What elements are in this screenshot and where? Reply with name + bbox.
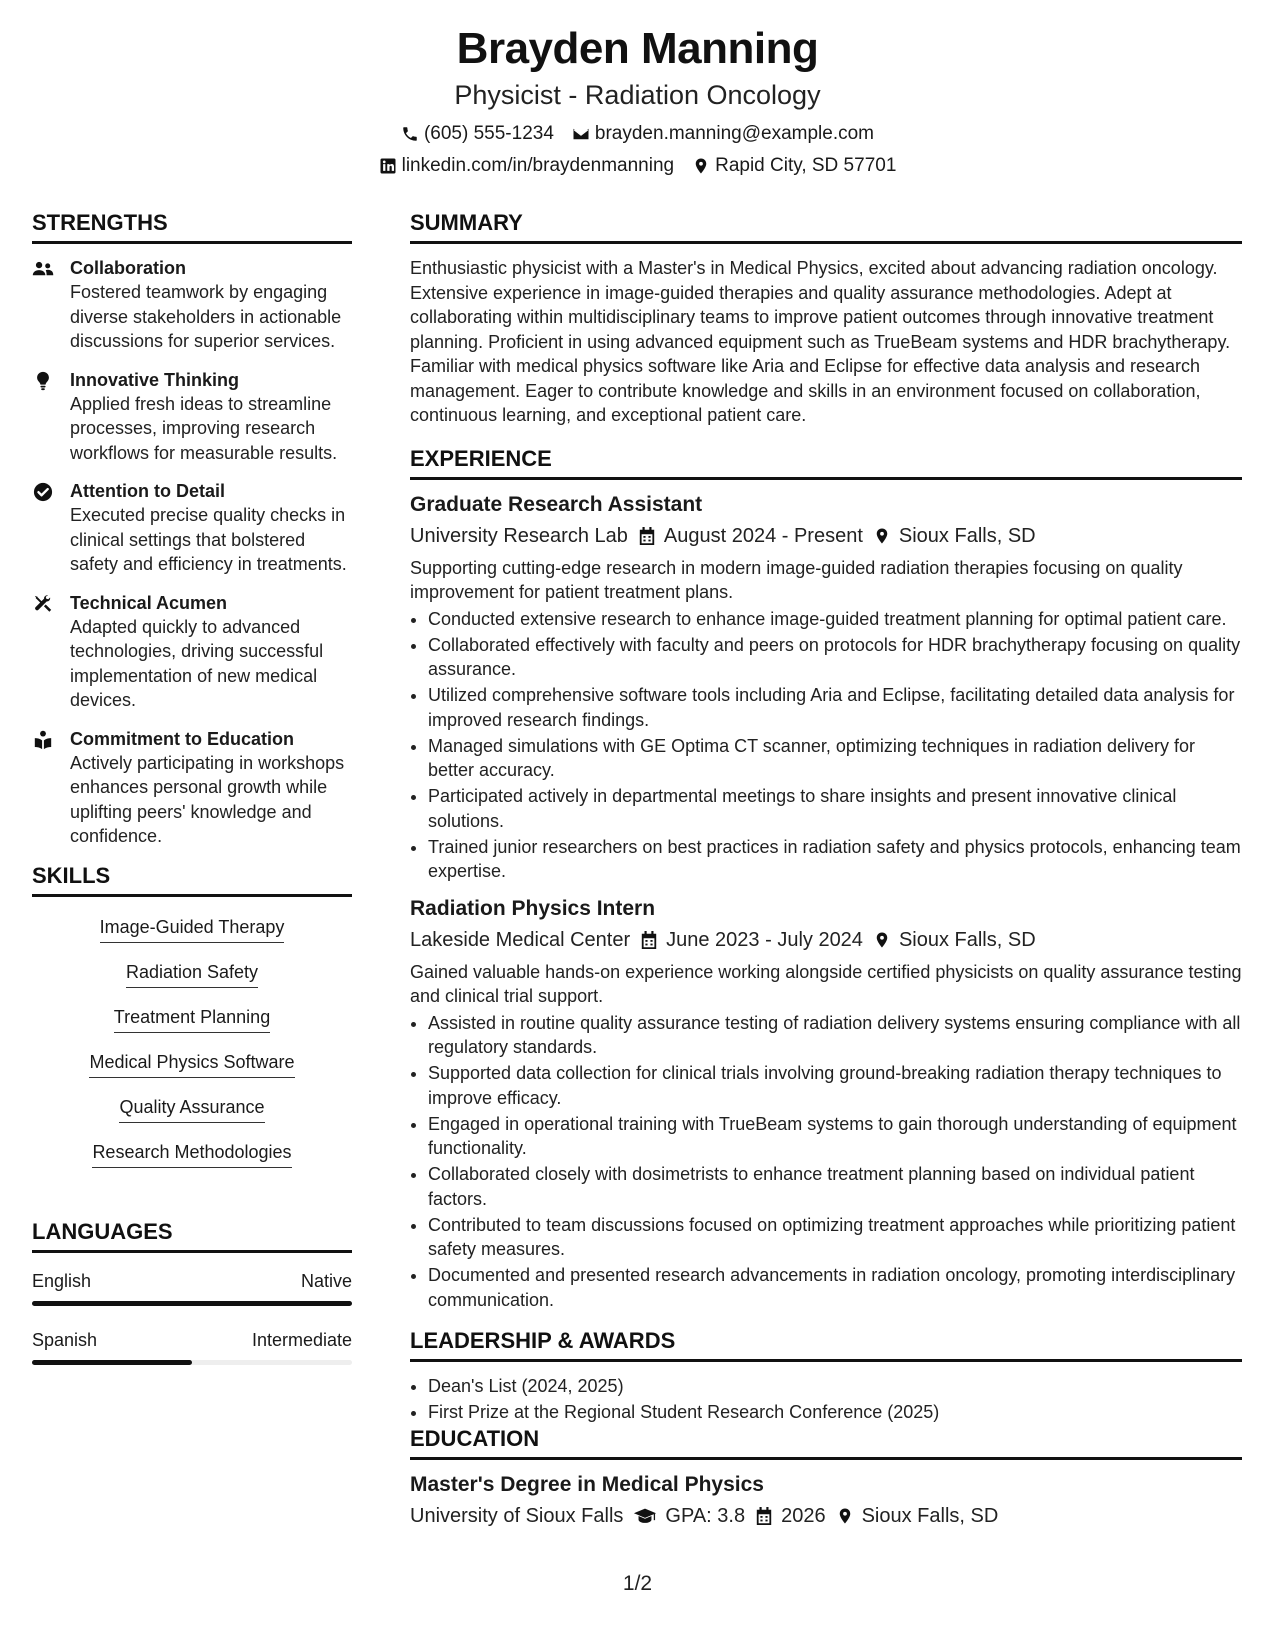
phone-contact: [401, 122, 554, 146]
candidate-title: Physicist - Radiation Oncology: [454, 80, 821, 110]
strength-name: Commitment to Education: [70, 728, 294, 749]
strengths-title: STRENGTHS: [32, 210, 352, 244]
job-company: University Research Lab: [410, 524, 628, 547]
strength-name: Attention to Detail: [70, 481, 225, 501]
strength-item: [32, 368, 352, 466]
strength-item: [32, 256, 352, 354]
skills-title: SKILLS: [32, 863, 352, 897]
strength-desc: Adapted quickly to advanced technologies, driving successful implementation of new medical devices.: [70, 616, 324, 710]
calendar-icon: [755, 1506, 773, 1526]
linkedin-icon: [379, 157, 397, 175]
language-item: [32, 1328, 352, 1365]
skill-tag: Radiation Safety: [126, 960, 258, 988]
job-location: Sioux Falls, SD: [898, 524, 1036, 547]
list-item: • Utilized comprehensive software tools including Aria and Eclipse, facilitating detailed data analysis for improved research findings.: [428, 683, 1242, 732]
list-item: • Collaborated effectively with faculty and peers on protocols for HDR brachytherapy focusing on quality assurance.: [428, 633, 1242, 682]
left-column: [32, 210, 352, 1387]
job-bullets: [410, 1011, 1242, 1313]
lightbulb-icon: [32, 371, 54, 391]
location-text: Rapid City, SD 57701: [715, 155, 897, 176]
strength-desc: Fostered teamwork by engaging diverse stakeholders in actionable discussions for superior services.: [70, 282, 342, 351]
list-item: • Conducted extensive research to enhance image-guided treatment planning for optimal patient care.: [428, 607, 1242, 632]
resume-header: [0, 22, 1275, 178]
list-item: • Engaged in operational training with TrueBeam systems to gain thorough understanding of equipment functionality.: [428, 1112, 1242, 1161]
strength-name: Collaboration: [70, 258, 186, 278]
strength-desc: Applied fresh ideas to streamline processes, improving research workflows for measurable results.: [70, 393, 338, 463]
language-level: Native: [300, 1270, 352, 1291]
job-entry: [410, 896, 1242, 1313]
degree-title: Master's Degree in Medical Physics: [410, 1473, 764, 1496]
skill-tag: Research Methodologies: [92, 1140, 291, 1168]
language-item: [32, 1269, 352, 1306]
list-item: • Participated actively in departmental meetings to share insights and present innovative clinical solutions.: [428, 784, 1242, 833]
list-item: • Supported data collection for clinical trials involving ground-breaking radiation therapy techniques to improve efficacy.: [428, 1061, 1242, 1110]
list-item: • First Prize at the Regional Student Research Conference (2025): [428, 1400, 1242, 1425]
proficiency-bar: [32, 1360, 352, 1365]
proficiency-fill: [32, 1301, 352, 1306]
awards-list: [410, 1374, 1242, 1425]
strength-desc: Executed precise quality checks in clinical settings that bolstered safety and efficiency in treatments.: [70, 505, 347, 574]
job-bullets: [410, 607, 1242, 884]
leadership-title: LEADERSHIP & AWARDS: [410, 1328, 1242, 1362]
map-pin-icon: [873, 526, 891, 546]
job-meta: [410, 522, 1242, 550]
map-pin-icon: [873, 930, 891, 950]
job-desc: Gained valuable hands-on experience working alongside certified physicists on quality assurance testing and clinical trial support.: [410, 961, 1242, 1006]
list-item: • Assisted in routine quality assurance testing of radiation delivery systems ensuring compliance with all regulatory standards.: [428, 1011, 1242, 1060]
skill-tag: Treatment Planning: [114, 1005, 270, 1033]
strength-item: [32, 479, 352, 577]
tools-icon: [32, 594, 54, 614]
strength-name: Innovative Thinking: [70, 369, 240, 390]
calendar-icon: [638, 526, 656, 546]
language-name: Spanish: [32, 1329, 98, 1350]
languages-title: LANGUAGES: [32, 1219, 352, 1253]
linkedin-text[interactable]: linkedin.com/in/braydenmanning: [401, 155, 675, 176]
email-text[interactable]: brayden.manning@example.com: [594, 123, 875, 144]
skill-tag: Medical Physics Software: [89, 1050, 294, 1078]
envelope-icon: [572, 125, 590, 143]
job-title: Radiation Physics Intern: [410, 896, 656, 920]
contact-row-2: [0, 154, 1275, 178]
job-dates: August 2024 - Present: [663, 524, 863, 547]
skill-tag: Image-Guided Therapy: [100, 915, 285, 943]
email-contact[interactable]: [572, 122, 874, 146]
phone-icon: [401, 125, 419, 143]
list-item: • Documented and presented research advancements in radiation oncology, promoting interdisciplinary communication.: [428, 1263, 1242, 1312]
strength-desc: Actively participating in workshops enhances personal growth while uplifting peers' knowledge and confidence.: [70, 752, 345, 846]
job-company: Lakeside Medical Center: [410, 928, 631, 951]
list-item: • Managed simulations with GE Optima CT scanner, optimizing techniques in radiation delivery for better accuracy.: [428, 734, 1242, 783]
language-name: English: [32, 1270, 92, 1291]
right-column: [410, 210, 1242, 1536]
book-reader-icon: [32, 730, 54, 750]
page-number: 1/2: [622, 1572, 653, 1595]
experience-title: EXPERIENCE: [410, 446, 1242, 480]
gpa-text: GPA: 3.8: [665, 1505, 746, 1527]
job-meta: [410, 926, 1242, 954]
linkedin-contact[interactable]: [379, 154, 675, 178]
list-item: • Dean's List (2024, 2025): [428, 1374, 1242, 1399]
job-entry: [410, 492, 1242, 884]
graduation-cap-icon: [633, 1506, 657, 1526]
strength-item: [32, 591, 352, 713]
summary-title: SUMMARY: [410, 210, 1242, 244]
proficiency-bar: [32, 1301, 352, 1306]
strength-name: Technical Acumen: [70, 592, 228, 613]
users-icon: [32, 259, 54, 279]
skills-list: [32, 915, 352, 1185]
list-item: • Collaborated closely with dosimetrists to enhance treatment planning based on individual patient factors.: [428, 1162, 1242, 1211]
strength-item: [32, 727, 352, 849]
education-location: Sioux Falls, SD: [861, 1505, 999, 1527]
skill-tag: Quality Assurance: [119, 1095, 264, 1123]
calendar-icon: [640, 930, 658, 950]
candidate-name: Brayden Manning: [456, 24, 819, 73]
list-item: • Trained junior researchers on best practices in radiation safety and physics protocols, enhancing team expertise.: [428, 835, 1242, 884]
proficiency-fill: [32, 1360, 192, 1365]
education-year: 2026: [781, 1505, 826, 1527]
check-circle-icon: [32, 482, 54, 502]
language-level: Intermediate: [251, 1329, 352, 1350]
location-contact: [692, 154, 896, 178]
phone-text: (605) 555-1234: [423, 123, 554, 144]
contact-row-1: [0, 122, 1275, 146]
job-dates: June 2023 - July 2024: [666, 928, 863, 951]
list-item: • Contributed to team discussions focused on optimizing treatment approaches while prioritizing patient safety measures.: [428, 1213, 1242, 1262]
summary-text: Enthusiastic physicist with a Master's in Medical Physics, excited about advancing radiation oncology. Extensive experience in image-guided therapies and quality assurance methodologies. Adept at collaborating within multidisciplinary teams to improve patient outcomes through innovative treatment planning. Proficient in using advanced equipment such as TrueBeam systems and HDR brachytherapy. Familiar with medical physics software like Aria and Eclipse for effective data analysis and research management. Eager to contribute knowledge and skills in an environment focused on collaboration, continuous learning, and exceptional patient care.: [410, 258, 1231, 425]
map-pin-icon: [692, 157, 710, 175]
map-pin-icon: [836, 1506, 854, 1526]
education-meta: [410, 1502, 1242, 1530]
education-title: EDUCATION: [410, 1426, 1242, 1460]
job-desc: Supporting cutting-edge research in modern image-guided radiation therapies focusing on quality improvement for patient treatment plans.: [410, 557, 1183, 602]
job-title: Graduate Research Assistant: [410, 492, 703, 516]
job-location: Sioux Falls, SD: [898, 928, 1036, 951]
school-name: University of Sioux Falls: [410, 1505, 624, 1527]
